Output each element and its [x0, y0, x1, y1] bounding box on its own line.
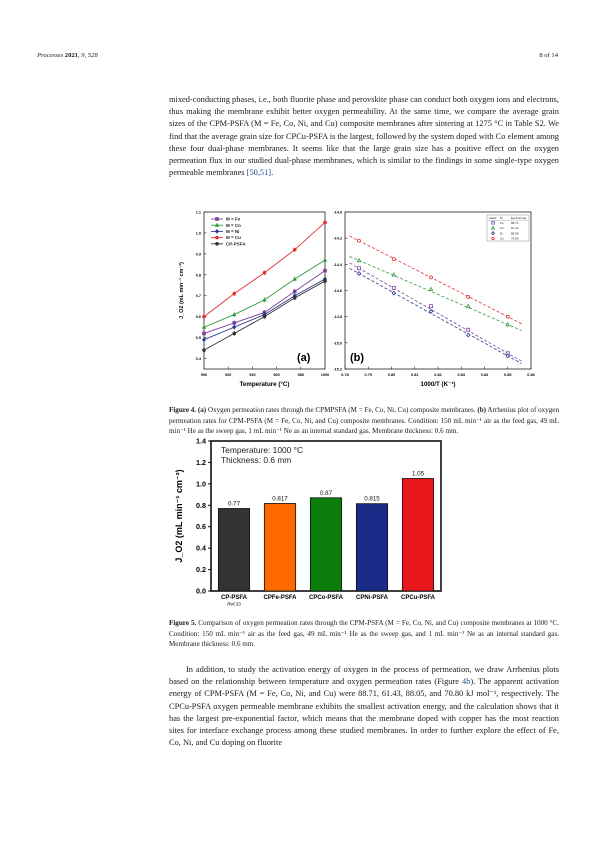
panel-a-y-tick-label: 0.4 [195, 357, 201, 362]
panel-b-x-tick-label: 0.85 [504, 373, 512, 377]
panel-a-legend-marker [216, 236, 219, 239]
body-paragraph-2: In addition, to study the activation energy of oxygen in the process of permeation, we draw Arrhenius plots based on the relationship between temperature and oxygen permeation rates (Figure 4b). The apparent activation energy of CPM-PSFA (M = Fe, Co, Ni, and Cu) were 88.71, 61.43, 88.05, and 70.80 kJ mol⁻¹, respectively. The CPCu-PSFA oxygen permeable membrane exhibits the smallest activation energy, and the calculation shows that it has the largest pre-exponential factor, which means that the membrane doped with copper has the most reaction sites for interface exchange process among these studied membranes. In order to further explore the effect of Fe, Co, Ni, and Cu doping on fluorite [169, 665, 559, 748]
panel-b-data-point [392, 273, 395, 276]
panel-b-data-point [357, 272, 360, 276]
panel-b-data-point [392, 291, 395, 295]
panel-b-fit-line [350, 256, 522, 330]
panel-a-data-point [263, 315, 266, 318]
panel-a-x-axis-label: Temperature (°C) [239, 381, 290, 388]
figure-5 [169, 433, 444, 611]
panel-b-data-point [430, 276, 433, 279]
figure-5-caption: Figure 5. Comparison of oxygen permeation rates through the CPM-PSFA (M = Fe, Co, Ni, and Cu) composite membranes at 1000 °C. Condition: 150 mL min⁻¹ air as the feed gas, 49 mL min⁻¹ He as the sweep gas, and 1 mL min⁻¹ Ne as an internal standard gas. Membrane thickness: 0.6 mm. [169, 619, 560, 649]
panel-b-legend-ea: 88.71 [511, 221, 519, 225]
panel-b-y-tick-label: -15.2 [333, 367, 342, 372]
panel-a-y-axis-label: J_O2 (mL min⁻¹ cm⁻²) [179, 261, 185, 320]
panel-a-data-point [203, 349, 206, 352]
figure-4-svg [169, 204, 564, 394]
panel-a-data-point [293, 248, 296, 251]
bar-value-label: 0.77 [227, 500, 241, 508]
panel-b-fit-line [350, 263, 522, 361]
panel-b-legend-metal: Cu [500, 236, 504, 241]
bar-chart-annotation: Thickness: 0.6 mm [221, 455, 292, 465]
panel-a-y-tick-label: 0.9 [195, 252, 201, 257]
panel-b-data-point [392, 258, 395, 261]
panel-b-x-tick-label: 0.82 [434, 373, 442, 377]
panel-a-y-tick-label: 0.6 [195, 315, 201, 320]
panel-a-legend-marker [215, 230, 218, 234]
bar [310, 498, 341, 591]
panel-b-fit-line [350, 268, 522, 363]
bar [218, 509, 249, 592]
bar-chart-y-tick-label: 0.6 [196, 522, 206, 532]
panel-a-legend-marker [215, 224, 218, 227]
panel-a-legend-label: CP-PSFA [226, 241, 246, 247]
bar-category-label: CPCu-PSFA [400, 595, 436, 601]
panel-b-label: (b) [350, 352, 365, 364]
panel-b-legend-marker [492, 237, 495, 240]
panel-b-y-tick-label: -14.4 [333, 262, 342, 267]
panel-b-legend-header: Label [489, 215, 497, 220]
panel-b-data-point [467, 304, 470, 307]
panel-a-data-point [323, 259, 326, 262]
panel-b-legend-marker [492, 222, 495, 225]
figure-4-caption: Figure 4. (a) Oxygen permeation rates through the CPMPSFA (M = Fe, Co, Ni, Cu) composite membranes. (b) Arrhenius plot of oxygen permeation rates for CPM-PSFA (M = Fe, Co, Ni, and Cu) composite membranes. Condition: 150 mL min⁻¹ air as the feed gas, 49 mL min⁻¹ He as the sweep gas, 1 mL min⁻¹ Ne as an internal standard gas. Membrane thickness: 0.6 mm. [169, 406, 559, 436]
panel-a-plot-frame [204, 212, 325, 369]
bar-chart-y-tick-label: 1.2 [196, 457, 206, 467]
panel-a-data-point [324, 221, 327, 224]
panel-b-data-point [430, 305, 433, 308]
panel-b-y-tick-label: -15.0 [333, 341, 342, 346]
panel-a-data-point [324, 269, 327, 272]
panel-a-legend-marker [216, 242, 219, 245]
panel-b-data-point [429, 287, 432, 290]
panel-a-y-tick-label: 1.1 [195, 210, 201, 215]
panel-b-y-tick-label: -14.8 [333, 315, 342, 320]
bar-chart-y-axis-label: J_O2 (mL min⁻¹ cm⁻²) [174, 469, 184, 563]
panel-a-legend-label: M = Fe [226, 216, 241, 222]
figure-4 [169, 204, 564, 394]
panel-a-data-point [293, 290, 296, 293]
bar-chart-y-tick-label: 0.0 [196, 586, 206, 596]
panel-b-y-tick-label: -14.6 [333, 289, 342, 293]
bar-category-note: Ref.33 [227, 601, 241, 607]
panel-a-data-point [233, 332, 236, 335]
panel-b-legend-metal: Fe [500, 221, 504, 225]
panel-b-y-tick-label: -14.2 [333, 236, 342, 241]
panel-a-data-point [203, 332, 206, 335]
panel-a-legend-marker [216, 218, 219, 221]
page-number: 8 of 14 [539, 52, 558, 59]
panel-a-x-tick-label: 900 [200, 373, 208, 377]
panel-b-x-tick-label: 0.81 [411, 373, 419, 377]
bar-chart-y-tick-label: 1.4 [196, 436, 206, 446]
panel-a-y-tick-label: 0.7 [195, 294, 201, 299]
bar-chart-y-tick-label: 0.8 [196, 500, 206, 510]
panel-a-data-point [293, 296, 296, 299]
bar-chart-y-tick-label: 0.4 [196, 543, 206, 553]
panel-b-data-point [506, 323, 509, 326]
panel-b-data-point [392, 286, 395, 289]
panel-a-y-tick-label: 1.0 [195, 231, 201, 236]
bar-value-label: 1.05 [411, 470, 425, 478]
panel-a-x-tick-label: 920 [225, 373, 232, 377]
bar-category-label: CPFe-PSFA [263, 595, 297, 601]
panel-b-y-tick-label: -14.0 [333, 210, 342, 215]
panel-b-legend-metal: Ni [500, 231, 503, 236]
bar-value-label: 0.87 [319, 489, 333, 497]
panel-b-x-tick-label: 0.78 [341, 373, 349, 377]
panel-b-x-tick-label: 0.83 [457, 373, 465, 377]
panel-b-data-point [357, 267, 360, 270]
body-paragraph-1: mixed-conducting phases, i.e., both fluorite phase and perovskite phase can conduct both oxygen ions and electrons, thus making the membrane exhibit better oxygen permeability. At the same time, we compare the average grain sizes of the CPM-PSFA (M = Fe, Co, Ni, and Cu) composite membranes after sintering at 1275 °C in Table S2. We find that the average grain size for CPCu-PSFA is the largest, followed by the system doped with Co element among these four dual-phase membranes. It seems like that the large grain size has a positive effect on the oxygen permeation flux in our studied dual-phase membranes, which is similar to the findings in some single-type oxygen permeable membranes [50,51]. [169, 95, 559, 178]
panel-a-data-point [202, 338, 205, 342]
bar-value-label: 0.815 [364, 495, 380, 503]
panel-a-series-line [204, 222, 325, 316]
bar-chart-annotation: Temperature: 1000 °C [221, 445, 304, 455]
panel-a-legend-label: M = Ni [226, 229, 240, 234]
bar [264, 503, 295, 591]
panel-a-x-tick-label: 980 [297, 373, 304, 377]
bar-category-label: CPCo-PSFA [308, 595, 344, 601]
panel-a-x-tick-label: 1000 [320, 373, 330, 377]
bar [356, 504, 387, 591]
panel-a-data-point [202, 326, 205, 329]
panel-b-legend-ea: 88.05 [511, 231, 519, 236]
figure-5-svg [169, 433, 444, 611]
bar-value-label: 0.817 [272, 495, 288, 503]
citation-link[interactable]: [50,51] [246, 168, 272, 178]
bar-chart-y-tick-label: 1.0 [196, 479, 206, 489]
panel-b-legend-ea: 61.43 [511, 226, 519, 231]
panel-b-fit-line [350, 236, 522, 324]
panel-a-data-point [203, 315, 206, 318]
panel-b-x-tick-label: 0.84 [480, 373, 489, 377]
panel-a-y-tick-label: 0.5 [195, 336, 201, 341]
panel-a-data-point [233, 325, 236, 329]
panel-b-x-tick-label: 0.79 [364, 373, 372, 377]
running-header-citation: Processes 2021, 9, 528 [37, 52, 98, 59]
panel-b-x-axis-label: 1000/T (K⁻¹) [420, 381, 456, 388]
panel-b-data-point [357, 259, 360, 262]
panel-a-y-tick-label: 0.8 [195, 273, 201, 278]
panel-b-data-point [357, 239, 360, 242]
panel-a-legend-label: M = Co [226, 222, 241, 228]
panel-b-data-point [467, 333, 470, 337]
panel-a-x-tick-label: 940 [249, 373, 256, 377]
panel-a-label: (a) [297, 352, 311, 364]
panel-a-legend-label: M = Cu [226, 235, 241, 241]
panel-a-data-point [324, 280, 327, 283]
panel-a-x-tick-label: 960 [273, 373, 280, 377]
panel-b-x-tick-label: 0.86 [527, 373, 535, 377]
panel-a-data-point [233, 322, 236, 325]
panel-b-legend-header: Ea (kJ/mol) [511, 215, 527, 220]
panel-b-data-point [506, 315, 509, 318]
panel-a-data-point [233, 292, 236, 295]
panel-b-data-point [467, 328, 470, 331]
bar-chart-y-tick-label: 0.2 [196, 565, 206, 575]
panel-b-legend-ea: 70.80 [511, 236, 519, 241]
bar-category-label: CP-PSFA [220, 595, 248, 601]
bar [402, 479, 433, 592]
figure-reference-link[interactable]: 4b [462, 677, 471, 687]
panel-b-legend-header: M [500, 215, 503, 220]
bar-category-label: CPNi-PSFA [355, 595, 389, 601]
panel-b-x-tick-label: 0.80 [387, 373, 396, 377]
panel-b-legend-metal: Co [500, 226, 504, 231]
panel-a-data-point [233, 313, 236, 316]
panel-a-data-point [263, 271, 266, 274]
panel-b-data-point [467, 296, 470, 299]
panel-a-series-line [204, 279, 325, 340]
